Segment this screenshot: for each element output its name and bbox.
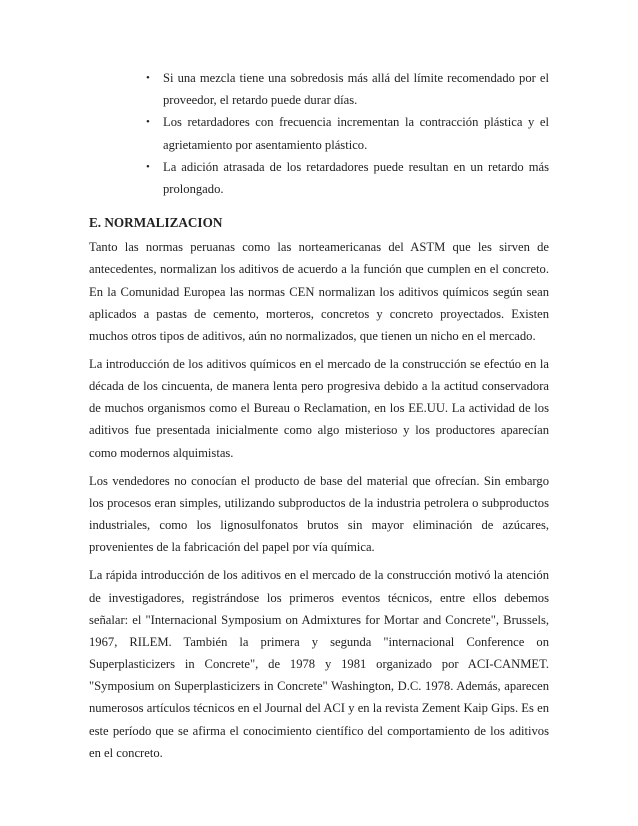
bullet-icon: •	[146, 116, 150, 129]
bullet-item	[89, 156, 549, 200]
bullet-item	[89, 111, 549, 155]
paragraph: La rápida introducción de los aditivos en el mercado de la construcción motivó la atención de investigadores, registrándose los primeros eventos técnicos, entre ellos debemos señalar: el "Internacional Symposium on Admixtures for Mortar and Concrete", Brussels, 1967, RILEM. También la primera y segunda "internacional Conference on Superplasticizers in Concrete", de 1978 y 1981 organizado por ACI-CANMET. "Symposium on Superplasticizers in Concrete" Washington, D.C. 1978. Además, aparecen numerosos artículos técnicos en el Journal del ACI y en la revista Zement Kaip Gips. Es en este período que se afirma el conocimiento científico del comportamiento de los aditivos en el concreto.	[89, 568, 549, 760]
paragraph: Los vendedores no conocían el producto de base del material que ofrecían. Sin embargo los procesos eran simples, utilizando subproductos de la industria petrolera o subproductos industriales, como los lignosulfonatos brutos sin mayor eliminación de azúcares, provenientes de la fabricación del papel por vía química.	[89, 473, 549, 555]
bullet-text: Los retardadores con frecuencia incrementan la contracción plástica y el agrietamiento por asentamiento plástico.	[163, 115, 549, 152]
document-page	[89, 67, 549, 770]
paragraph: Tanto las normas peruanas como las norteamericanas del ASTM que les sirven de antecedentes, normalizan los aditivos de acuerdo a la función que cumplen en el concreto. En la Comunidad Europea las normas CEN normalizan los aditivos químicos según sean aplicados a pastas de cemento, morteros, concretos y concreto proyectados. Existen muchos otros tipos de aditivos, aún no normalizados, que tienen un nicho en el mercado.	[89, 240, 549, 343]
bullet-text: Si una mezcla tiene una sobredosis más allá del límite recomendado por el proveedor, el retardo puede durar días.	[163, 71, 549, 108]
bullet-icon: •	[146, 72, 150, 84]
bullet-text: La adición atrasada de los retardadores puede resultan en un retardo más prolongado.	[163, 159, 549, 197]
section-heading: E. NORMALIZACION	[89, 215, 223, 231]
bullet-icon: •	[146, 160, 150, 173]
bullet-list	[89, 67, 549, 200]
paragraph: La introducción de los aditivos químicos en el mercado de la construcción se efectúo en la década de los cincuenta, de manera lenta pero progresiva debido a la actitud conservadora de muchos organismos como el Bureau o Reclamation, en los EE.UU. La actividad de los aditivos fue presentada inicialmente como algo misterioso y los productores aparecían como modernos alquimistas.	[89, 357, 549, 460]
bullet-item	[89, 67, 549, 111]
